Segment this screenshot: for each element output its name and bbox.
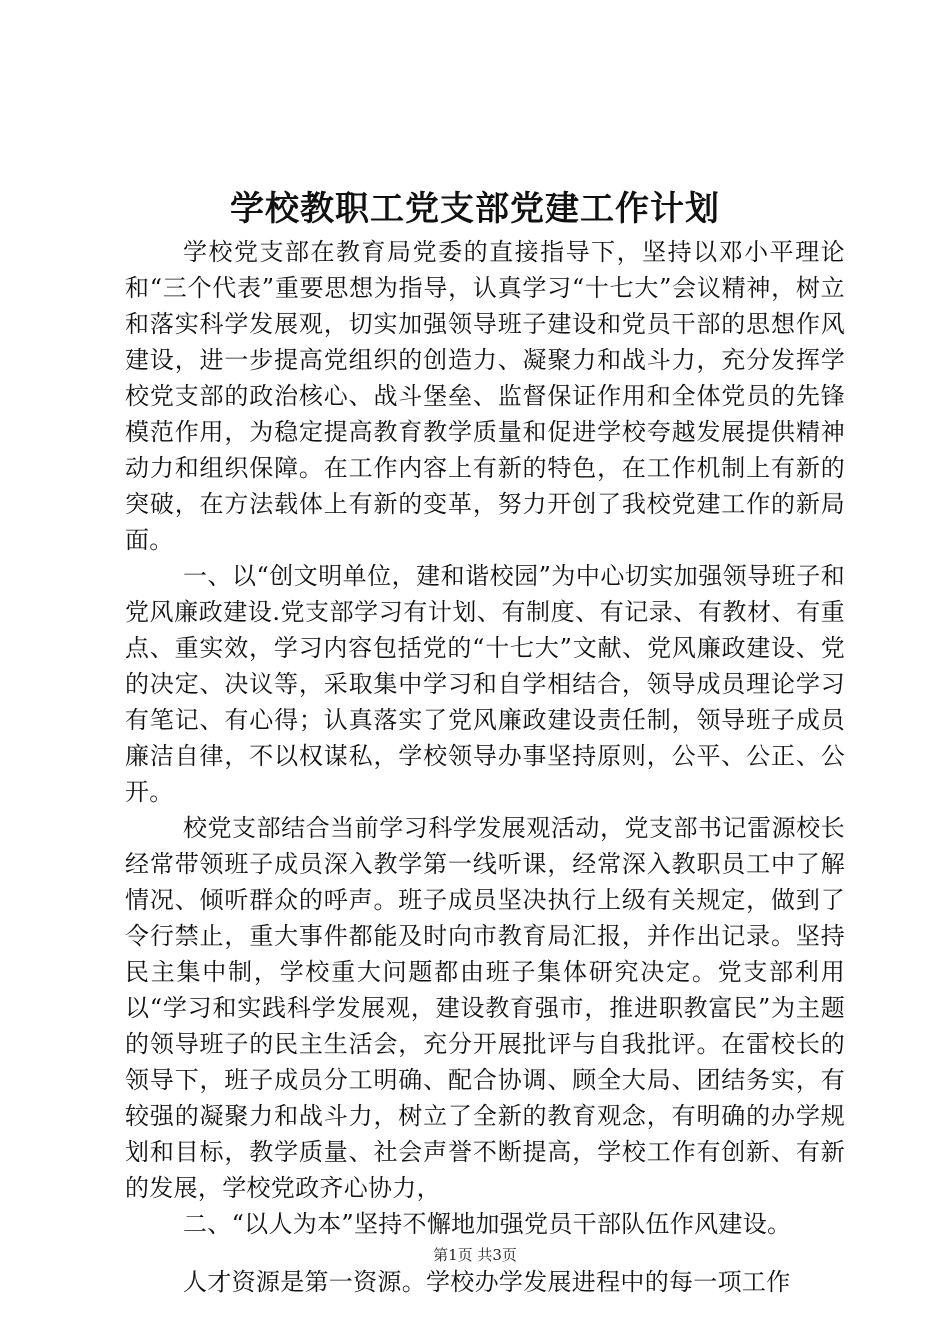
document-body — [125, 234, 845, 1300]
paragraph-talent: 人才资源是第一资源。学校办学发展进程中的每一项工作 — [183, 1268, 791, 1296]
paragraph-intro: 学校党支部在教育局党委的直接指导下，坚持以邓小平理论和“三个代表”重要思想为指导，认真学习“十七大”会议精神，树立和落实科学发展观，切实加强领导班子建设和党员干部的思想作风建设，进一步提高党组织的创造力、凝聚力和战斗力，充分发挥学校党支部的政治核心、战斗堡垒、监督保证作用和全体党员的先锋模范作用，为稳定提高教育教学质量和促进学校夸越发展提供精神动力和组织保障。在工作内容上有新的特色，在工作机制上有新的突破，在方法载体上有新的变革，努力开创了我校党建工作的新局面。 — [125, 238, 845, 554]
paragraph-leadership: 校党支部结合当前学习科学发展观活动，党支部书记雷源校长经常带领班子成员深入教学第一线听课，经常深入教职员工中了解情况、倾听群众的呼声。班子成员坚决执行上级有关规定，做到了令行禁止，重大事件都能及时向市教育局汇报，并作出记录。坚持民主集中制，学校重大问题都由班子集体研究决定。党支部利用以“学习和实践科学发展观，建设教育强市，推进职教富民”为主题的领导班子的民主生活会，充分开展批评与自我批评。在雷校长的领导下，班子成员分工明确、配合协调、顾全大局、团结务实，有较强的凝聚力和战斗力，树立了全新的教育观念，有明确的办学规划和目标，教学质量、社会声誉不断提高，学校工作有创新、有新的发展，学校党政齐心协力， — [125, 814, 845, 1202]
page-footer: 第1页 共3页 — [433, 1246, 517, 1264]
paragraph-section-one: 一、以“创文明单位，建和谐校园”为中心切实加强领导班子和党风廉政建设.党支部学习有计划、有制度、有记录、有教材、有重点、重实效，学习内容包括党的“十七大”文献、党风廉政建设、党的决定、决议等，采取集中学习和自学相结合，领导成员理论学习有笔记、有心得；认真落实了党风廉政建设责任制，领导班子成员廉洁自律，不以权谋私，学校领导办事坚持原则，公平、公正、公开。 — [125, 562, 845, 806]
document-title: 学校教职工党支部党建工作计划 — [230, 189, 720, 229]
paragraph-section-two-heading: 二、“以人为本”坚持不懈地加强党员干部队伍作风建设。 — [183, 1210, 792, 1238]
